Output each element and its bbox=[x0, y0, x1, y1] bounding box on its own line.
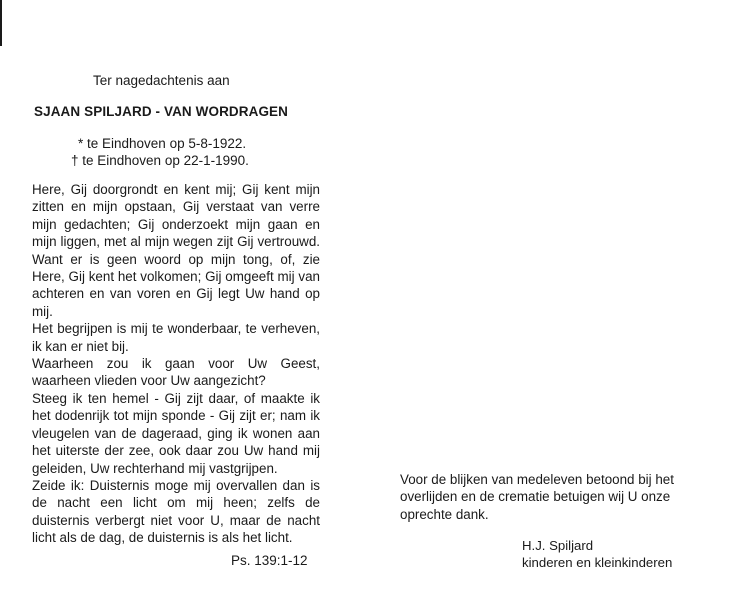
thanks-paragraph: Voor de blijken van medeleven betoond bij het overlijden en de crematie betuigen wij U onze oprechte dank. bbox=[400, 472, 674, 522]
intro-text: Ter nagedachtenis aan bbox=[93, 73, 230, 88]
signature-name: H.J. Spiljard bbox=[522, 538, 594, 553]
psalm-paragraph: Waarheen zou ik gaan voor Uw Geest, waarheen vlieden voor Uw aangezicht? bbox=[32, 356, 320, 389]
psalm-paragraph: Zeide ik: Duisternis moge mij overvallen dan is de nacht een licht om mij heen; zelfs de duisternis verbergt niet voor U, maar de nacht licht als de dag, de duisternis is als het licht. bbox=[32, 477, 320, 546]
psalm-reference: Ps. 139:1-12 bbox=[231, 553, 308, 568]
edge-mark bbox=[0, 0, 2, 46]
signature-block bbox=[522, 537, 672, 571]
psalm-paragraph: Steeg ik ten hemel - Gij zijt daar, of maakte ik het dodenrijk tot mijn sponde - Gij zijt er; nam ik vleugelen van de dageraad, ging ik wonen aan het uiterste der zee, ook daar zou Uw hand mij geleiden, Uw rechterhand mij vastgrijpen. bbox=[32, 390, 320, 476]
death-line: † te Eindhoven op 22-1-1990. bbox=[71, 153, 249, 168]
thanks-text bbox=[400, 471, 696, 523]
birth-line: * te Eindhoven op 5-8-1922. bbox=[78, 136, 247, 151]
psalm-paragraph: Het begrijpen is mij te wonderbaar, te verheven, ik kan er niet bij. bbox=[32, 321, 320, 354]
psalm-paragraph: Here, Gij doorgrondt en kent mij; Gij kent mijn zitten en mijn opstaan, Gij verstaat van verre mijn gedachten; Gij onderzoekt mijn gaan en mijn liggen, met al mijn wegen zijt Gij vertrouwd. Want er is geen woord op mijn tong, of, zie Here, Gij kent het volkomen; Gij omgeeft mij van achteren en van voren en Gij legt Uw hand op mij. bbox=[32, 182, 320, 319]
signature-family: kinderen en kleinkinderen bbox=[522, 555, 673, 570]
deceased-name: SJAAN SPILJARD - VAN WORDRAGEN bbox=[34, 104, 289, 119]
psalm-text bbox=[32, 181, 320, 547]
